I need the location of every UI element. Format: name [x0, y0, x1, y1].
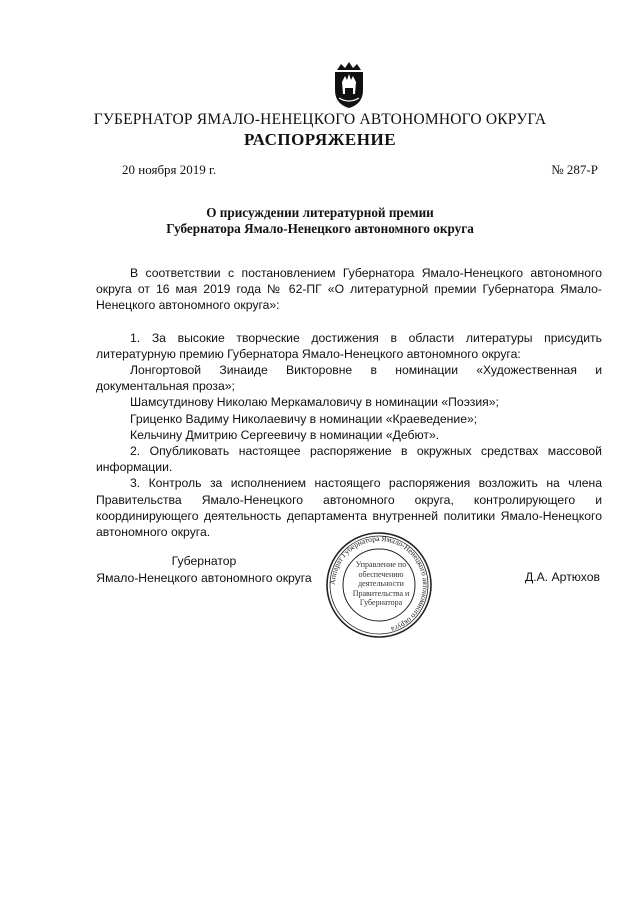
- subject-line-1: О присуждении литературной премии: [206, 205, 434, 220]
- document-date: 20 ноября 2019 г.: [122, 162, 217, 177]
- seal-ring-text: Аппарат Губернатора Ямало-Ненецкого автономного округа: [327, 533, 431, 635]
- document-body: [96, 265, 602, 540]
- item-1-paragraph: 1. За высокие творческие достижения в области литературы присудить литературную премию Губернатора Ямало-Ненецкого автономного округа:: [96, 330, 602, 361]
- item-2-paragraph: 2. Опубликовать настоящее распоряжение в окружных средствах массовой информации.: [96, 444, 602, 475]
- coat-of-arms-icon: [329, 60, 369, 110]
- intro-paragraph: В соответствии с постановлением Губернатора Ямало-Ненецкого автономного округа от 16 мая 2019 года № 62-ПГ «О литературной премии Губернатора Ямало-Ненецкого автономного округа»:: [96, 266, 602, 313]
- award-kelchin: Кельчину Дмитрию Сергеевичу в номинации «Дебют».: [130, 427, 440, 442]
- item-3-paragraph: 3. Контроль за исполнением настоящего распоряжения возложить на члена Правительства Ямало-Ненецкого автономного округа, контролирующего и координирующего деятельность департамента внутренней политики Ямало-Ненецкого автономного округа.: [96, 476, 602, 540]
- issuer-title: ГУБЕРНАТОР ЯМАЛО-НЕНЕЦКОГО АВТОНОМНОГО ОКРУГА: [93, 111, 547, 128]
- award-gritsenko: Гриценко Вадиму Николаевичу в номинации «Краеведение»;: [130, 411, 478, 426]
- seal-center-text: Управление по обеспечению деятельности Правительства и Губернатора: [352, 560, 410, 607]
- signatory-title-line-1: Губернатор: [171, 554, 237, 568]
- signatory-name: Д.А. Артюхов: [525, 570, 600, 584]
- document-number: № 287-Р: [551, 162, 598, 177]
- document-type: РАСПОРЯЖЕНИЕ: [243, 130, 397, 149]
- signatory-title-line-2: Ямало-Ненецкого автономного округа: [96, 570, 312, 585]
- document-subject: [0, 205, 640, 237]
- award-shamsutdinov: Шамсутдинову Николаю Меркамаловичу в номинации «Поэзия»;: [130, 395, 499, 410]
- award-longortova: Лонгортовой Зинаиде Викторовне в номинации «Художественная и документальная проза»;: [96, 363, 602, 394]
- signatory-title: [96, 553, 312, 586]
- subject-line-2: Губернатора Ямало-Ненецкого автономного округа: [166, 221, 474, 236]
